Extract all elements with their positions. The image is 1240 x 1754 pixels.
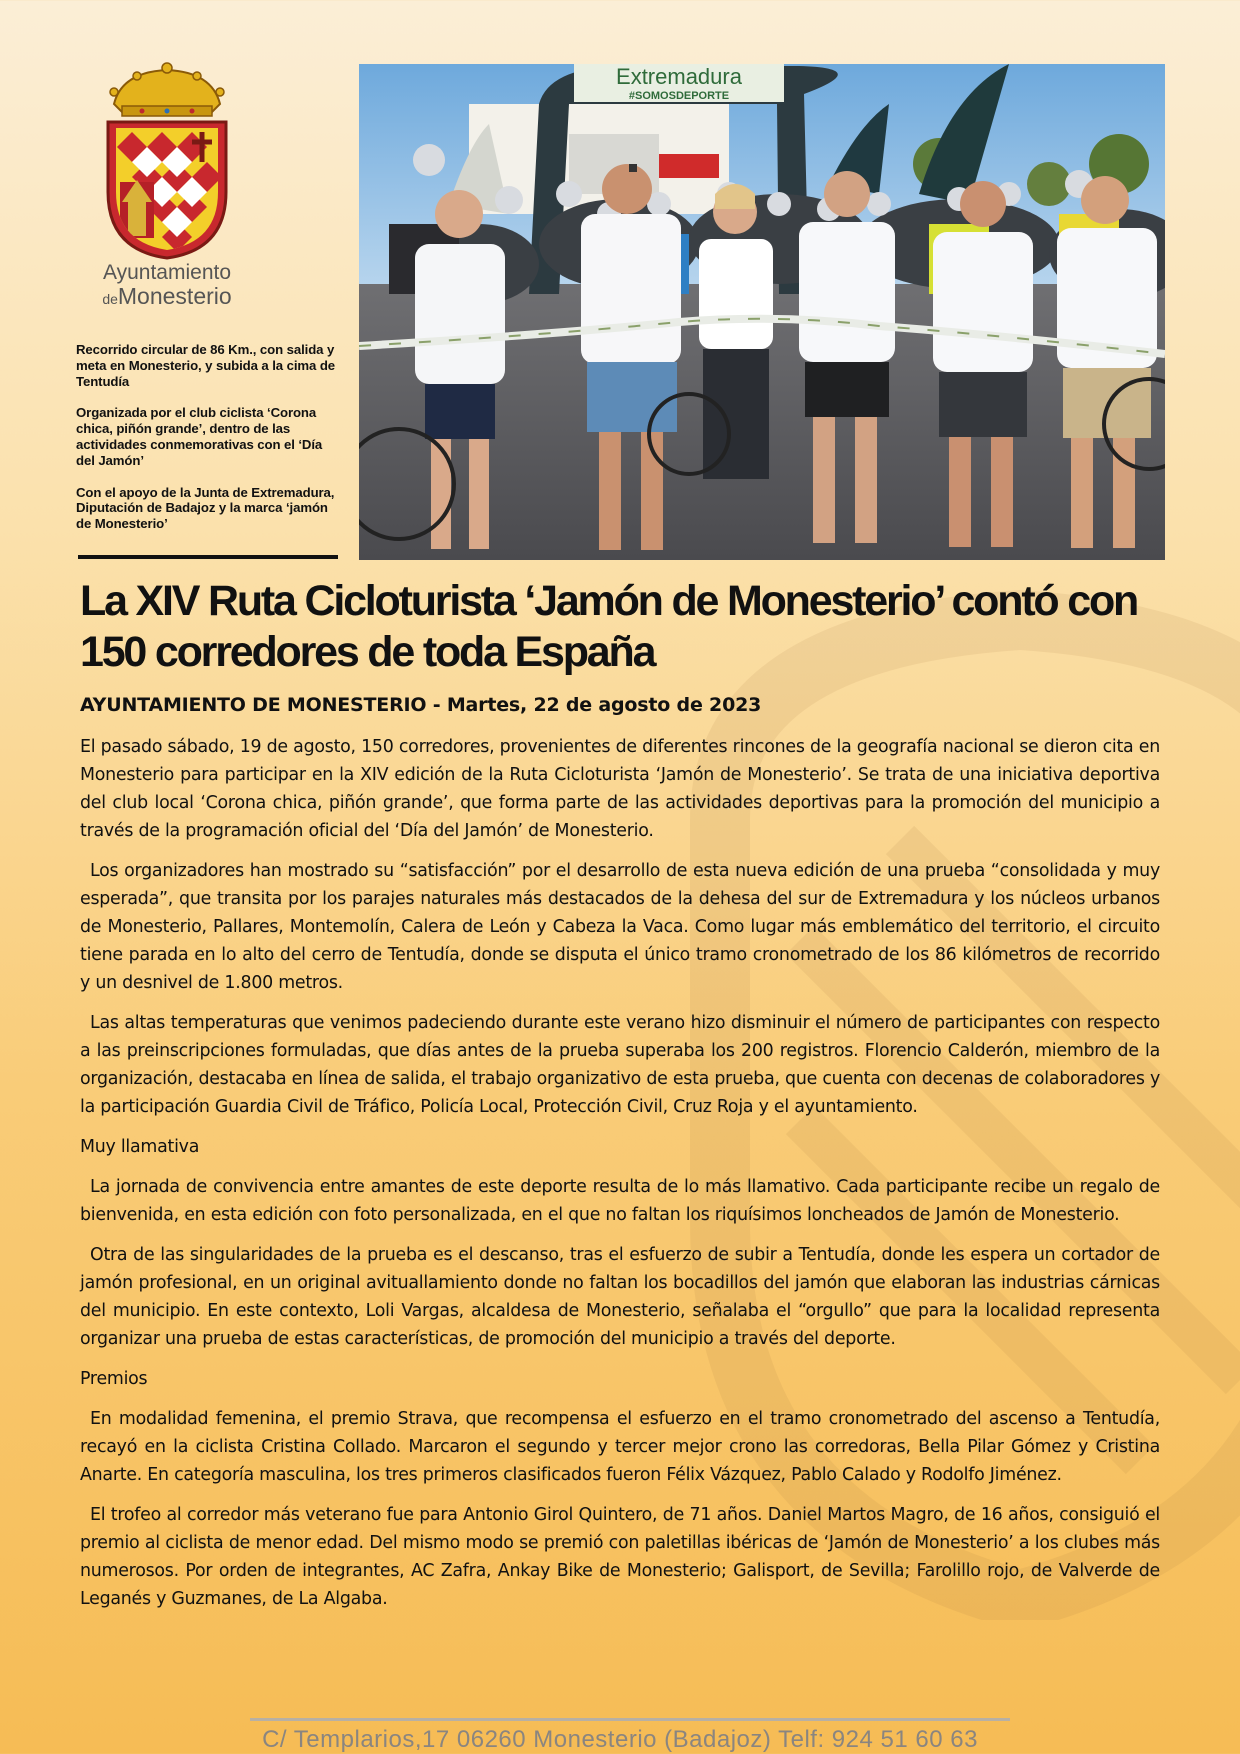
summary-item: Con el apoyo de la Junta de Extremadura, Diputación de Badajoz y la marca ‘jamón de Monesterio’	[76, 484, 335, 532]
arch-subtitle: #SOMOSDEPORTE	[628, 90, 730, 102]
ayuntamiento-coat-of-arms-logo	[92, 62, 242, 262]
article-paragraph: El trofeo al corredor más veterano fue para Antonio Girol Quintero, de 71 años. Daniel Martos Magro, de 16 años, consiguió el premio al ciclista de menor edad. Del mismo modo se premió con paletillas ibéricas de ‘Jamón de Monesterio’ a los clubes más numerosos. Por orden de integrantes, AC Zafra, Ankay Bike de Monesterio; Galisport, de Sevilla; Farolillo rojo, de Valverde de Leganés y Guzmanes, de La Algaba.	[80, 1505, 1160, 1609]
sidebar-divider	[78, 555, 338, 559]
article-paragraph: Las altas temperaturas que venimos padeciendo durante este verano hizo disminuir el número de participantes con respecto a las preinscripciones formuladas, que días antes de la prueba superaba los 200 registros. Florencio Calderón, miembro de la organización, destacaba en línea de salida, el trabajo organizativo de esta prueba, que cuenta con decenas de colaboradores y la participación Guardia Civil de Tráfico, Policía Local, Protección Civil, Cruz Roja y el ayuntamiento.	[80, 1013, 1160, 1117]
summary-item: Recorrido circular de 86 Km., con salida y meta en Monesterio, y subida a la cima de Tentudía	[76, 342, 336, 389]
wordmark-town: Monesterio	[117, 283, 232, 309]
arch-title: Extremadura	[616, 64, 742, 89]
article-body	[80, 733, 1160, 1625]
ayuntamiento-wordmark	[72, 262, 262, 308]
article-paragraph: Los organizadores han mostrado su “satisfacción” por el desarrollo de esta nueva edición de una prueba “consolidada y muy esperada”, que transita por los parajes naturales más destacados de la dehesa del sur de Extremadura y los núcleos urbanos de Monesterio, Pallares, Montemolín, Calera de León y Cabeza la Vaca. Como lugar más emblemático del territorio, el circuito tiene parada en lo alto del cerro de Tentudía, donde se disputa el único tramo cronometrado de los 86 kilómetros de recorrido y un desnivel de 1.800 metros.	[80, 861, 1160, 993]
footer-address: C/ Templarios,17 06260 Monesterio (Badajoz) Telf: 924 51 60 63	[262, 1726, 978, 1753]
summary-item: Organizada por el club ciclista ‘Corona chica, piñón grande’, dentro de las actividades conmemorativas con el ‘Día del Jamón’	[76, 405, 323, 468]
wordmark-line2	[72, 285, 262, 308]
wordmark-line1: Ayuntamiento	[102, 261, 232, 284]
article-headline: La XIV Ruta Cicloturista ‘Jamón de Monesterio’ contó con 150 corredores de toda España	[80, 577, 1138, 676]
article-paragraph: La jornada de convivencia entre amantes de este deporte resulta de lo más llamativo. Cada participante recibe un regalo de bienvenida, en esta edición con foto personalizada, en el que no faltan los riquísimos loncheados de Jamón de Monesterio.	[80, 1177, 1160, 1225]
footer-divider	[250, 1718, 1010, 1721]
event-photo	[359, 64, 1165, 560]
article-paragraph: El pasado sábado, 19 de agosto, 150 corredores, provenientes de diferentes rincones de la geografía nacional se dieron cita en Monesterio para participar en la XIV edición de la Ruta Cicloturista ‘Jamón de Monesterio’. Se trata de una iniciativa deportiva del club local ‘Corona chica, piñón grande’, que forma parte de las actividades deportivas para la promoción del municipio a través de la programación oficial del ‘Día del Jamón’ de Monesterio.	[80, 737, 1160, 841]
article-byline: AYUNTAMIENTO DE MONESTERIO - Martes, 22 de agosto de 2023	[80, 694, 762, 716]
article-paragraph: Otra de las singularidades de la prueba es el descanso, tras el esfuerzo de subir a Tentudía, donde les espera un cortador de jamón profesional, en un original avituallamiento donde no faltan los bocadillos del jamón que elaboran las industrias cárnicas del municipio. En este contexto, Loli Vargas, alcaldesa de Monesterio, señalaba el “orgullo” que para la localidad representa organizar una prueba de estas características, de promoción del municipio a través del deporte.	[80, 1245, 1160, 1349]
summary-sidebar	[76, 342, 338, 548]
page-footer	[80, 1716, 1160, 1754]
article-subheading: Premios	[80, 1369, 148, 1389]
article-paragraph: En modalidad femenina, el premio Strava, que recompensa el esfuerzo en el tramo cronometrado del ascenso a Tentudía, recayó en la ciclista Cristina Collado. Marcaron el segundo y tercer mejor crono las corredoras, Bella Pilar Gómez y Cristina Anarte. En categoría masculina, los tres primeros clasificados fueron Félix Vázquez, Pablo Calado y Rodolfo Jiménez.	[80, 1409, 1160, 1485]
wordmark-prefix: de	[102, 291, 118, 307]
crown-icon	[110, 63, 224, 116]
article-subheading: Muy llamativa	[80, 1137, 200, 1157]
